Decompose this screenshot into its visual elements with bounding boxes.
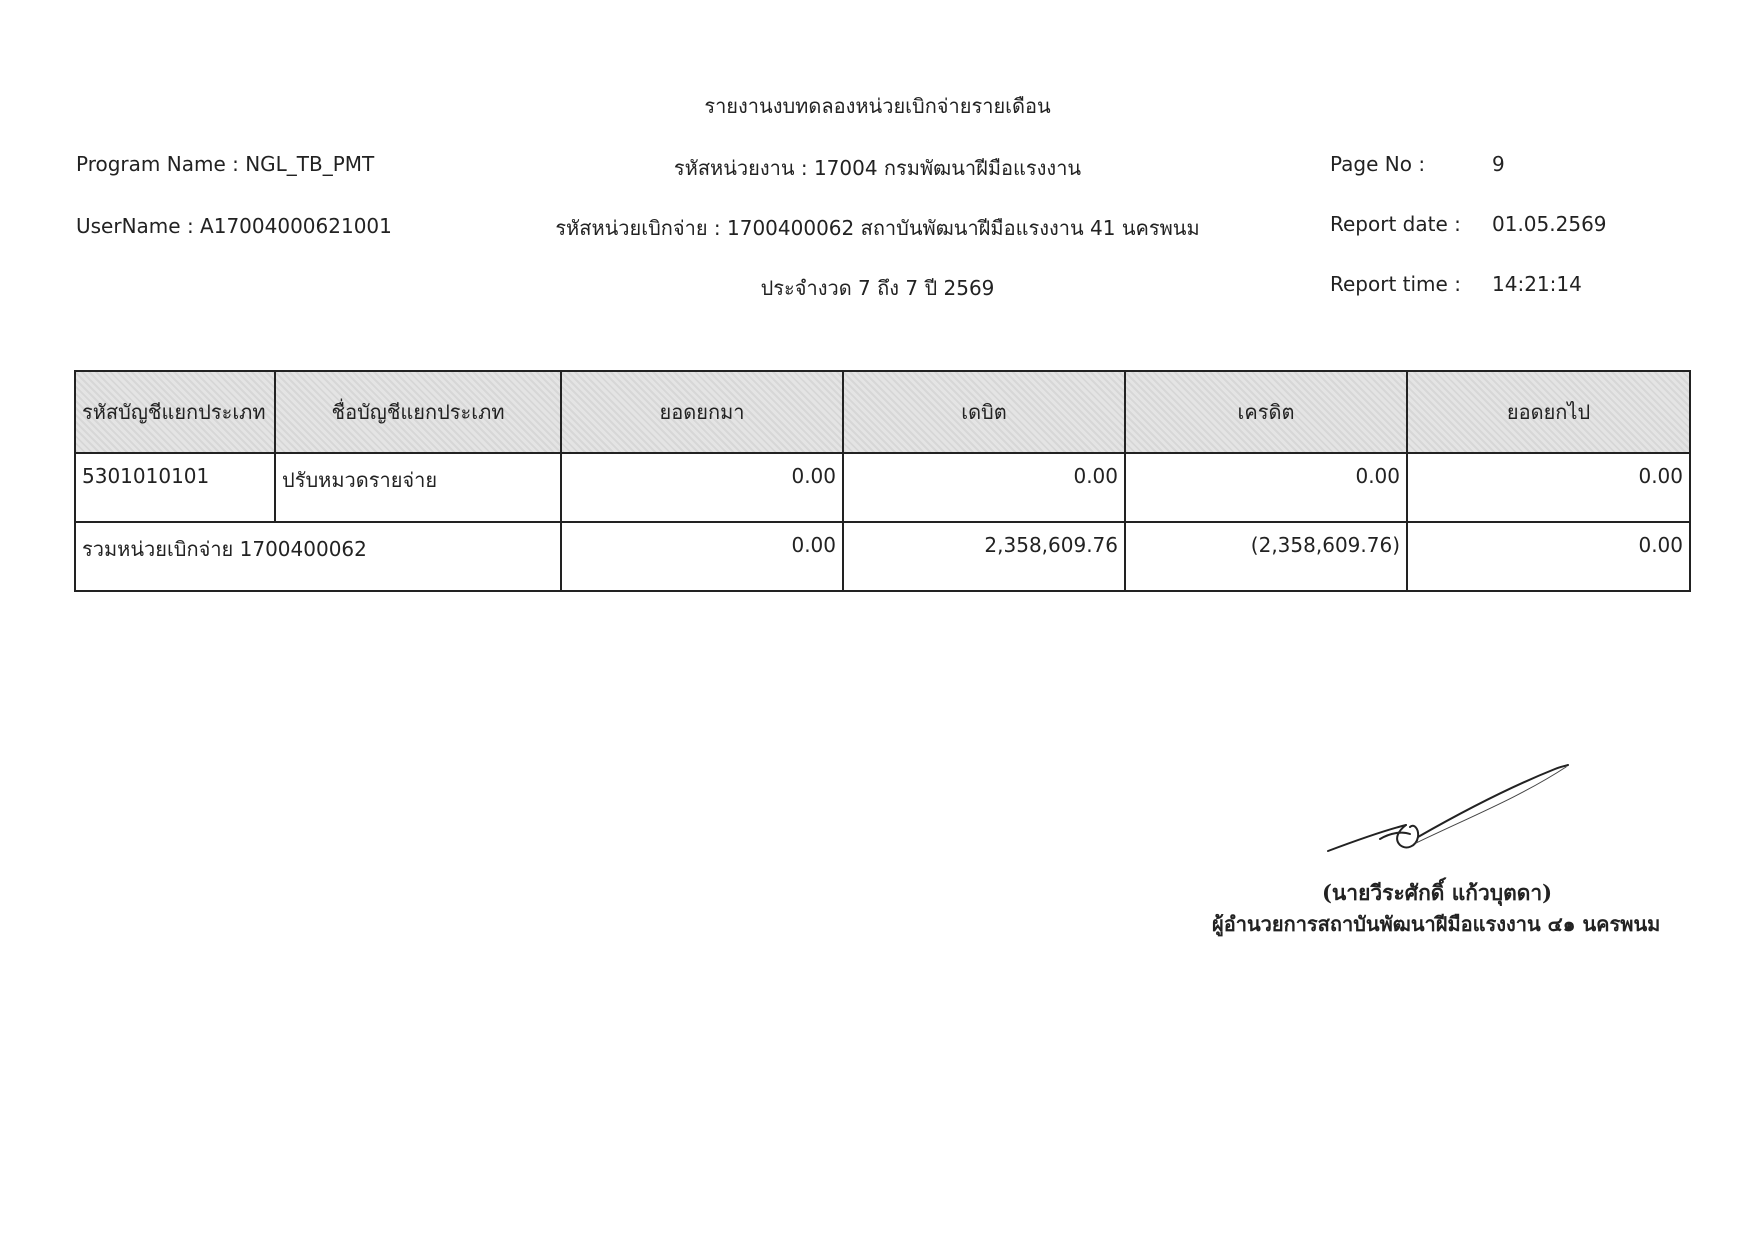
cell-debit: 0.00 [843,453,1125,522]
total-credit: (2,358,609.76) [1125,522,1407,591]
trial-balance-table [74,370,1691,592]
handwritten-signature [1320,755,1570,860]
col-header-account-code: รหัสบัญชีแยกประเภท [75,371,275,453]
total-label: รวมหน่วยเบิกจ่าย 1700400062 [75,522,561,591]
agency-line: รหัสหน่วยงาน : 17004 กรมพัฒนาฝีมือแรงงาน [673,156,1082,180]
col-header-brought-forward: ยอดยกมา [561,371,843,453]
col-header-debit: เดบิต [843,371,1125,453]
page-no-label: Page No : [1330,152,1426,176]
total-brought-forward: 0.00 [561,522,843,591]
col-header-credit: เครดิต [1125,371,1407,453]
cell-brought-forward: 0.00 [561,453,843,522]
report-date-label: Report date : [1330,212,1461,236]
col-header-carried-forward: ยอดยกไป [1407,371,1690,453]
report-time-value: 14:21:14 [1492,272,1582,296]
cell-credit: 0.00 [1125,453,1407,522]
signatory-name: (นายวีระศักดิ์ แก้วบุตดา) [1322,880,1553,905]
cell-account-name: ปรับหมวดรายจ่าย [275,453,561,522]
disbursement-unit-line: รหัสหน่วยเบิกจ่าย : 1700400062 สถาบันพัฒนาฝีมือแรงงาน 41 นครพนม [555,216,1200,240]
signatory-position: ผู้อำนวยการสถาบันพัฒนาฝีมือแรงงาน ๔๑ นครพนม [1212,912,1661,936]
report-date-value: 01.05.2569 [1492,212,1607,236]
report-title: รายงานงบทดลองหน่วยเบิกจ่ายรายเดือน [704,94,1051,118]
username: UserName : A17004000621001 [76,214,392,238]
table-row [75,453,1690,522]
total-carried-forward: 0.00 [1407,522,1690,591]
table-header-row [75,371,1690,453]
total-debit: 2,358,609.76 [843,522,1125,591]
col-header-account-name: ชื่อบัญชีแยกประเภท [275,371,561,453]
total-row [75,522,1690,591]
program-name: Program Name : NGL_TB_PMT [76,152,375,176]
page-no-value: 9 [1492,152,1505,176]
cell-account-code: 5301010101 [75,453,275,522]
period-line: ประจำงวด 7 ถึง 7 ปี 2569 [760,276,995,300]
cell-carried-forward: 0.00 [1407,453,1690,522]
report-time-label: Report time : [1330,272,1461,296]
